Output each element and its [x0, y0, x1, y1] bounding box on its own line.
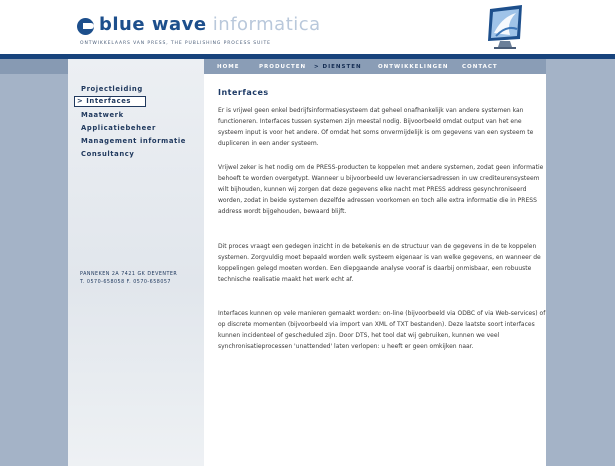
sidebar-item-interfaces-label: Interfaces: [86, 97, 132, 105]
content-paragraph: Vrijwel zeker is het nodig om de PRESS-producten te koppelen met andere systemen, zodat geen informatie behoeft te worden overgetypt. Wanneer u bijvoorbeeld uw leveranciersadressen in uw crediteurensysteem wilt bijhouden, kunnen wij zorgen dat deze gegevens elke nacht met PRESS address gesynchroniseerd worden, zodat in beide systemen dezelfde adressen voorkomen en toch alle extra informatie die in PRESS address wordt bijgehouden, bewaard blijft.: [218, 164, 544, 215]
nav-item-home[interactable]: HOME: [217, 64, 240, 70]
sidebar-item-consultancy[interactable]: Consultancy: [81, 150, 135, 158]
page-title: Interfaces: [218, 88, 269, 97]
sidebar-item-management-informatie[interactable]: Management informatie: [81, 137, 187, 145]
nav-item-ontwikkelingen[interactable]: ONTWIKKELINGEN: [378, 64, 449, 70]
content-paragraph: Dit proces vraagt een gedegen inzicht in de betekenis en de structuur van de gegevens in de te koppelen systemen. Zorgvuldig moet bepaald worden welk systeem eigenaar is van welke gegevens, en wanneer de koppelingen gelegd moeten worden. Een diepgaande analyse vooraf is daarbij onmisbaar, een robuuste technische realisatie maakt het werk echt af.: [218, 243, 541, 283]
chevron-right-icon: >: [314, 64, 320, 70]
site-header: [0, 0, 615, 54]
chevron-right-icon: >: [77, 97, 84, 105]
nav-item-diensten[interactable]: [314, 63, 362, 71]
sidebar-item-projectleiding[interactable]: Projectleiding: [81, 85, 143, 93]
blue-wave-logo-icon[interactable]: [77, 18, 94, 35]
nav-item-contact[interactable]: CONTACT: [462, 64, 498, 70]
main-navigation: [204, 59, 546, 74]
sidebar: [68, 59, 204, 466]
right-margin-panel: [546, 59, 615, 466]
sidebar-item-applicatiebeheer[interactable]: Applicatiebeheer: [81, 124, 156, 132]
site-tagline: ONTWIKKELAARS VAN PRESS, THE PUBLISHING PROCESS SUITE: [80, 41, 271, 46]
sidebar-item-maatwerk[interactable]: Maatwerk: [81, 111, 124, 119]
content-paragraph: Er is vrijwel geen enkel bedrijfsinformatiesysteem dat geheel onafhankelijk van andere systemen kan functioneren. Interfaces tussen systemen zijn meestal nodig. Bijvoorbeeld omdat output van het ene systeem input is voor het andere. Of omdat het soms onvermijdelijk is om gegevens van een systeem te dupliceren in een ander systeem.: [218, 107, 534, 147]
nav-item-producten[interactable]: PRODUCTEN: [259, 64, 307, 70]
sidebar-item-interfaces[interactable]: [74, 96, 146, 107]
nav-item-diensten-label: DIENSTEN: [322, 64, 362, 70]
logo-word-informatica: informatica: [206, 14, 321, 35]
phone-fax-line: T. 0570-658058 F. 0570-658057: [80, 280, 171, 285]
monitor-wave-icon: [476, 3, 536, 51]
content-paragraph: Interfaces kunnen op vele manieren gemaakt worden: on-line (bijvoorbeeld via ODBC of via Web-services) of op discrete momenten (bijvoorbeeld via import van XML of TXT bestanden). Deze laatste soort interfaces kunnen incidenteel of gescheduled zijn. Door DTS, het tool dat wij gebruiken, kunnen we veel synchronisatieprocessen 'unattended' laten verlopen: u heeft er geen omkijken naar.: [218, 310, 546, 350]
site-logo[interactable]: [99, 13, 321, 37]
address-line: PANNEKEN 2A 7421 GK DEVENTER: [80, 272, 178, 277]
logo-word-blue-wave: blue wave: [99, 14, 207, 35]
